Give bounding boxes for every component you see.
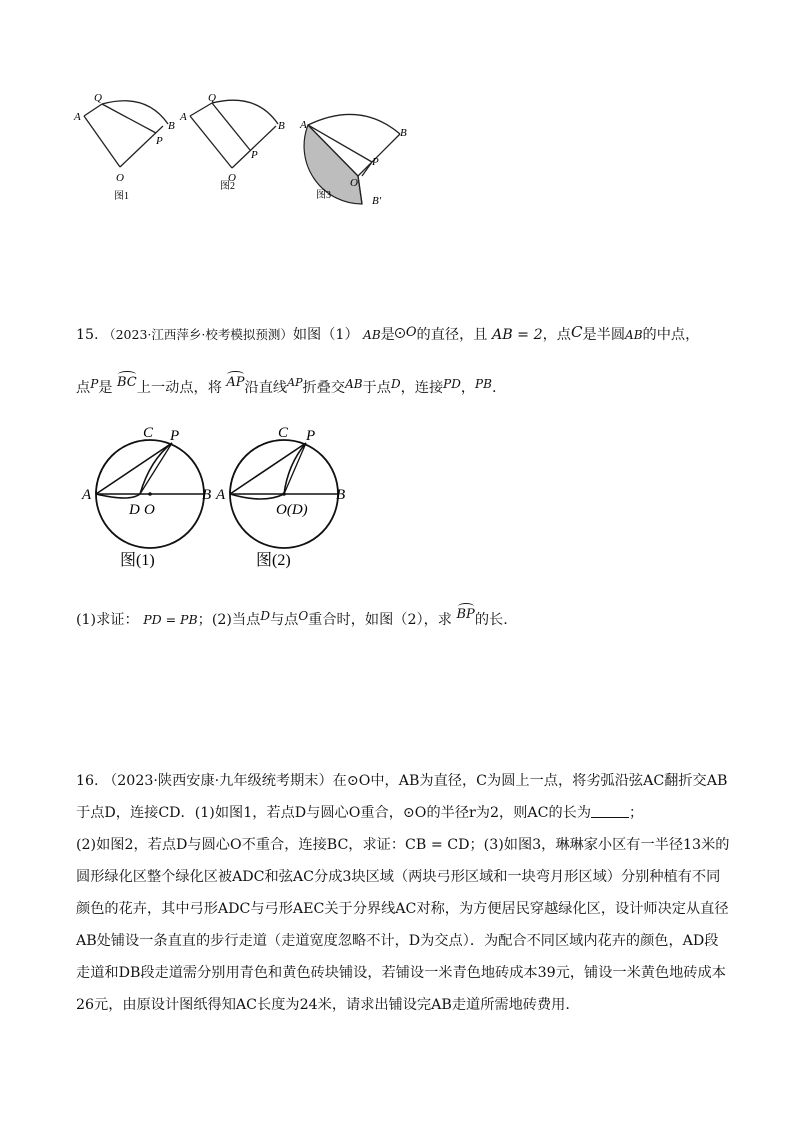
- q16-line-5: [76, 898, 729, 918]
- q15-text: (1)求证：: [76, 612, 139, 628]
- fig2-label-A: A: [180, 111, 187, 123]
- fig2-label-B: B: [278, 120, 285, 132]
- q15-fig1-caption: 图(1): [120, 552, 155, 569]
- q15-math-D: D: [390, 377, 401, 391]
- q15-text: 是: [380, 327, 395, 343]
- q15-fig2-label-C: C: [278, 425, 289, 441]
- q15-text: 的直径，且: [416, 327, 488, 343]
- q16-text-3: (2)如图2，若点D与圆心O不重合，连接BC，求证：CB = CD；(3)如图3，琳琳家小区有一半径13米的: [76, 837, 730, 853]
- top-figure-2: [179, 92, 285, 192]
- q15-text: 的长.: [474, 612, 508, 628]
- q15-text: ，: [460, 380, 476, 396]
- q15-line-2: [76, 375, 496, 397]
- q15-line-1: [76, 323, 699, 344]
- fig1-label-P: P: [156, 135, 163, 147]
- top-figure-3: [299, 114, 407, 207]
- q15-fig1-label-A: A: [82, 487, 92, 503]
- q15-arc-AP: AP: [226, 375, 245, 390]
- q16-text-2a: 于点D，连接CD．(1)如图1，若点D与圆心O重合，⊙O的半径r为2，则AC的长为: [76, 805, 592, 821]
- q15-math-eq: AB = 2: [491, 327, 543, 343]
- top-figure-1: [73, 92, 175, 202]
- fig1-label-B: B: [168, 120, 175, 132]
- q15-number: 15.: [76, 327, 99, 343]
- q15-fig2-caption: 图(2): [256, 552, 291, 569]
- q15-fig2-label-OD: O(D): [276, 502, 308, 518]
- fig1-label-O: O: [116, 172, 124, 184]
- fig3-label-P: P: [372, 156, 379, 168]
- q16-text-1: （2023·陕西安康·九年级统考期末）在⊙O中，AB为直径，C为圆上一点，将劣弧沿弦AC翻折交AB: [103, 773, 728, 789]
- fig1-caption: 图1: [114, 191, 129, 202]
- q15-fig1-label-B: B: [202, 487, 212, 503]
- q16-text-8: 26元，由原设计图纸得知AC长度为24米，请求出铺设完AB走道所需地砖费用.: [76, 997, 570, 1013]
- q15-text: 是半圆: [582, 327, 626, 343]
- q15-text: 的中点，: [642, 327, 700, 343]
- q16-line-6: [76, 930, 718, 950]
- fig3-label-A: A: [300, 119, 307, 131]
- q16-line-1: [76, 770, 727, 790]
- q15-text: 是: [98, 380, 113, 396]
- fig3-label-Bprime: B′: [372, 195, 382, 207]
- q15-fig2-label-A: A: [216, 487, 226, 503]
- q15-fig2-label-P: P: [306, 428, 316, 444]
- q16-text-2b: ；: [629, 805, 644, 821]
- q15-text: ，点: [542, 327, 571, 343]
- q15-fig1-label-C: C: [143, 425, 154, 441]
- q15-line-3: [76, 607, 508, 629]
- q15-fig1-label-D: D: [129, 502, 140, 518]
- fig1-label-Q: Q: [94, 92, 102, 104]
- q15-math-PD: PD: [443, 377, 461, 391]
- fig3-label-O: O: [350, 177, 358, 189]
- fig1-label-A: A: [74, 111, 81, 123]
- q15-math-AP: AP: [287, 376, 303, 389]
- fig2-label-Q: Q: [208, 92, 216, 104]
- q16-line-8: [76, 994, 570, 1014]
- q15-text: 沿直线: [244, 380, 288, 396]
- q15-figure-1: [81, 425, 211, 569]
- fig2-label-O: O: [228, 172, 236, 184]
- q16-line-7: [76, 962, 726, 982]
- q15-math-AB: AB: [625, 328, 643, 342]
- q15-text: 重合时，如图（2），求: [308, 612, 452, 628]
- q16-text-7: 走道和DB段走道需分别用青色和黄色砖块铺设，若铺设一米青色地砖成本39元，铺设一米黄色地砖成本: [76, 965, 726, 981]
- fig2-caption: 图2: [220, 181, 235, 192]
- q15-math-PB: PB: [475, 377, 492, 391]
- q15-arc-BC: BC: [117, 375, 137, 390]
- q15-text: .: [491, 380, 497, 396]
- q15-math-eq: PD = PB: [143, 612, 198, 627]
- q16-text-4: 圆形绿化区整个绿化区被ADC和弦AC分成3块区域（两块弓形区域和一块弯月形区域）分别种植有不同: [76, 869, 721, 885]
- q15-math-P: P: [90, 377, 99, 391]
- top-figures: [60, 88, 420, 218]
- q15-math-AB: AB: [363, 328, 381, 342]
- q16-line-2: [76, 802, 643, 822]
- fig2-label-P: P: [251, 149, 258, 161]
- q15-text: 点: [76, 380, 91, 396]
- q15-math-C: C: [570, 323, 583, 341]
- q15-fig2-label-B: B: [336, 487, 346, 503]
- circle-dot-icon: [395, 328, 405, 338]
- q15-text: 与点: [269, 612, 299, 628]
- q15-fig1-label-P: P: [170, 428, 180, 444]
- q16-text-6: AB处铺设一条直直的步行走道（走道宽度忽略不计，D为交点）．为配合不同区域内花卉的颜色，AD段: [76, 933, 719, 949]
- q16-line-3: [76, 834, 729, 854]
- q15-math-O: O: [405, 325, 417, 340]
- q15-text: ；(2)当点: [197, 612, 261, 628]
- fig3-caption: 图3: [316, 190, 331, 201]
- q15-source: （2023·江西萍乡·校考模拟预测）: [103, 327, 293, 342]
- q15-text: ，连接: [400, 380, 444, 396]
- q15-math-O: O: [298, 609, 309, 623]
- q15-math-AB: AB: [345, 377, 363, 391]
- q15-text: 折叠交: [302, 380, 346, 396]
- q15-math-D: D: [260, 609, 270, 623]
- q15-text: 于点: [362, 380, 391, 396]
- q15-text: 上一动点，将: [136, 380, 222, 396]
- q15-text: 如图（1）: [292, 327, 359, 343]
- q16-text-5: 颜色的花卉，其中弓形ADC与弓形AEC关于分界线AC对称，为方便居民穿越绿化区，设计师决定从直径: [76, 901, 729, 917]
- q15-figure-2: [215, 425, 345, 569]
- q16-number: 16.: [76, 773, 99, 789]
- q15-figures: [80, 420, 360, 580]
- answer-blank[interactable]: [591, 805, 629, 818]
- q15-arc-BP: BP: [456, 607, 475, 622]
- q15-fig1-label-O: O: [144, 502, 155, 518]
- fig3-label-B: B: [400, 127, 407, 139]
- q16-line-4: [76, 866, 720, 886]
